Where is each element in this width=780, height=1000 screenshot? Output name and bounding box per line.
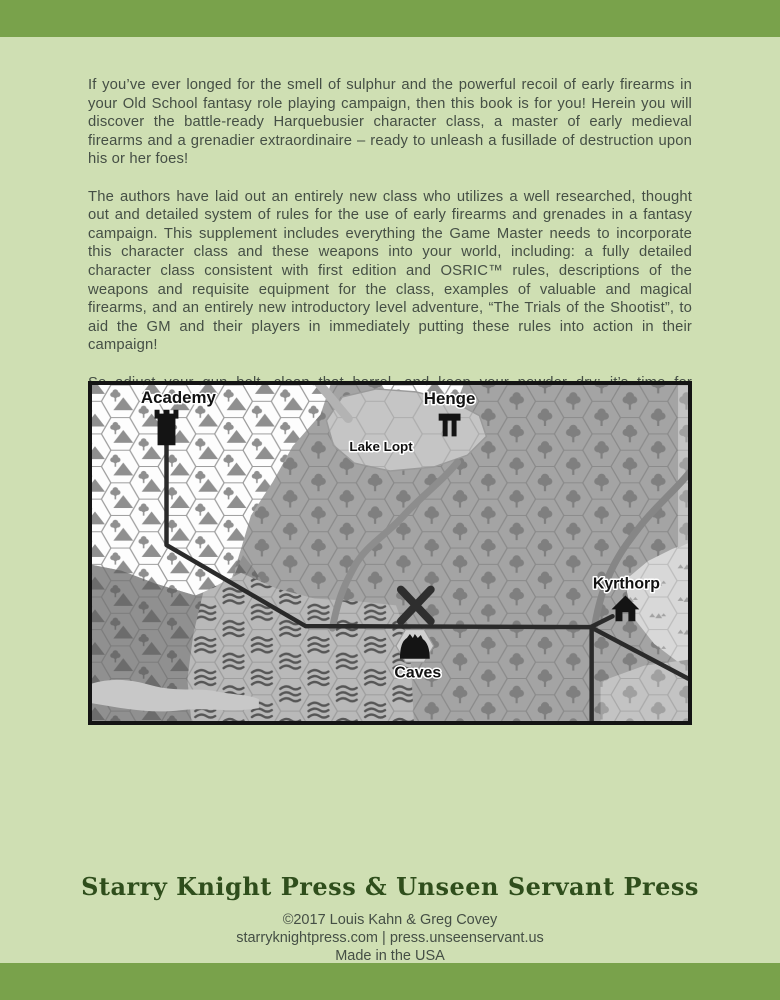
map-label-caves: Caves — [394, 664, 442, 682]
map-label-lake-lopt: Lake Lopt — [349, 439, 413, 455]
back-cover-text — [88, 76, 692, 411]
websites-line: starryknightpress.com | press.unseenservant.us — [236, 930, 544, 946]
region-hex-map — [88, 381, 692, 725]
top-border-band — [0, 0, 780, 37]
tower-icon — [155, 410, 179, 446]
publisher-title: Starry Knight Press & Unseen Servant Press — [81, 872, 699, 901]
details-paragraph: The authors have laid out an entirely new class who utilizes a well researched, thought out and detailed system of rules for the use of early firearms and grenades in a fantasy campaign. This supplement includes everything the Game Master needs to incorporate this character class and these weapons into your world, including: a fully detailed character class consistent with first edition and OSRIC™ rules, descriptions of the weapons and requisite equipment for the class, examples of valuable and magical firearms, and an entirely new introductory level adventure, “The Trials of the Shootist”, to aid the GM and their players in immediately putting these rules into action in their campaign! — [88, 188, 692, 354]
intro-paragraph: If you’ve ever longed for the smell of sulphur and the powerful recoil of early firearms in your Old School fantasy role playing campaign, then this book is for you! Herein you will discover the battle-ready Harquebusier character class, a master of early medieval firearms and a grenadier extraordinaire – ready to unleash a fusillade of destruction upon his or her foes! — [88, 77, 692, 168]
terrain-forest-light-edge — [678, 385, 688, 548]
made-in-line: Made in the USA — [335, 948, 445, 964]
bottom-border-band — [0, 963, 780, 1000]
copyright-line: ©2017 Louis Kahn & Greg Covey — [282, 912, 498, 928]
map-label-henge: Henge — [423, 388, 476, 408]
hex-map-canvas — [92, 385, 688, 721]
credits-block — [0, 911, 780, 965]
map-label-kyrthorp: Kyrthorp — [592, 575, 660, 593]
map-label-academy: Academy — [140, 387, 216, 407]
publisher-footer — [0, 872, 780, 965]
